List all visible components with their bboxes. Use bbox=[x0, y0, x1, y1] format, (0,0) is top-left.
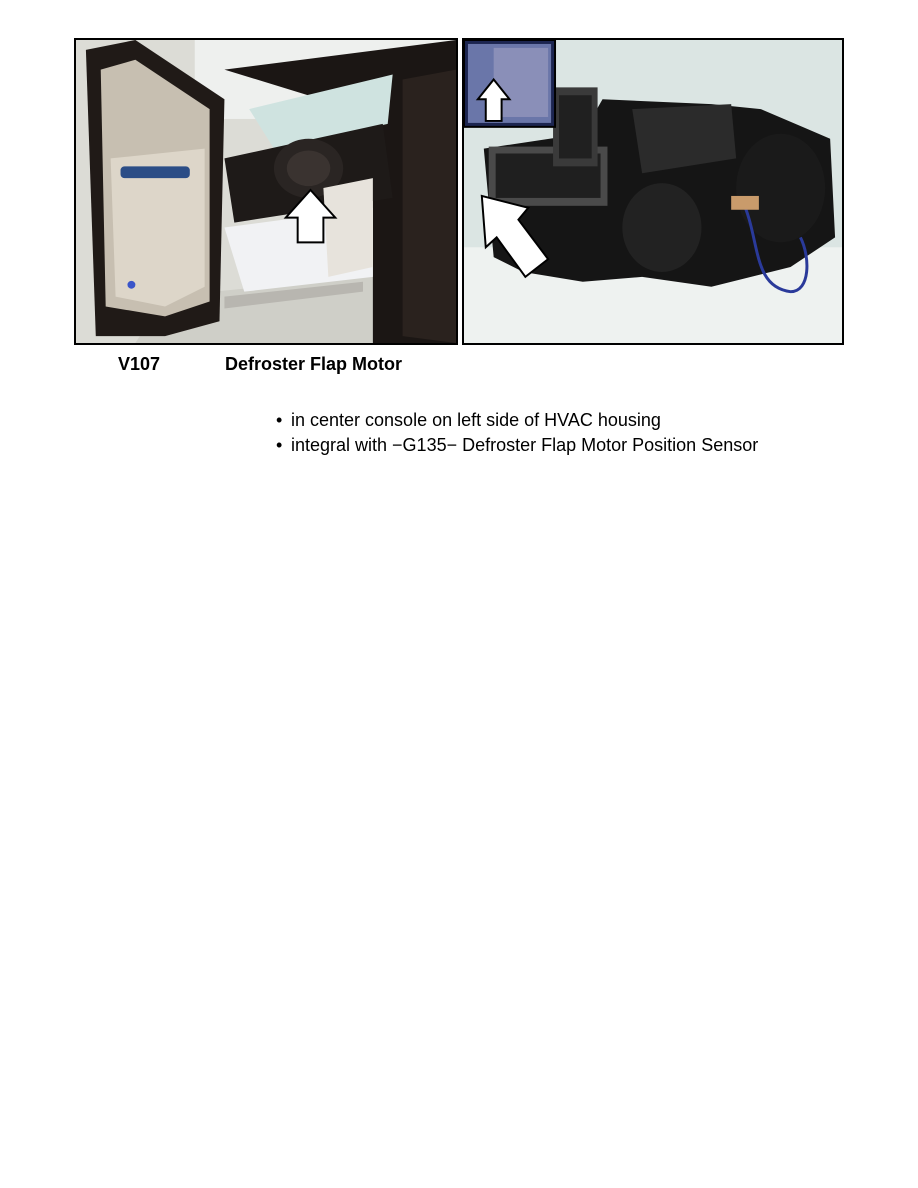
component-id: V107 bbox=[118, 354, 161, 374]
hvac-housing-photo bbox=[462, 38, 844, 345]
location-notes-list bbox=[276, 408, 796, 458]
component-name: Defroster Flap Motor bbox=[225, 354, 403, 374]
location-note: • in center console on left side of HVAC housing bbox=[276, 408, 796, 433]
vehicle-interior-photo bbox=[74, 38, 458, 345]
location-note: • integral with −G135− Defroster Flap Motor Position Sensor bbox=[276, 433, 796, 458]
